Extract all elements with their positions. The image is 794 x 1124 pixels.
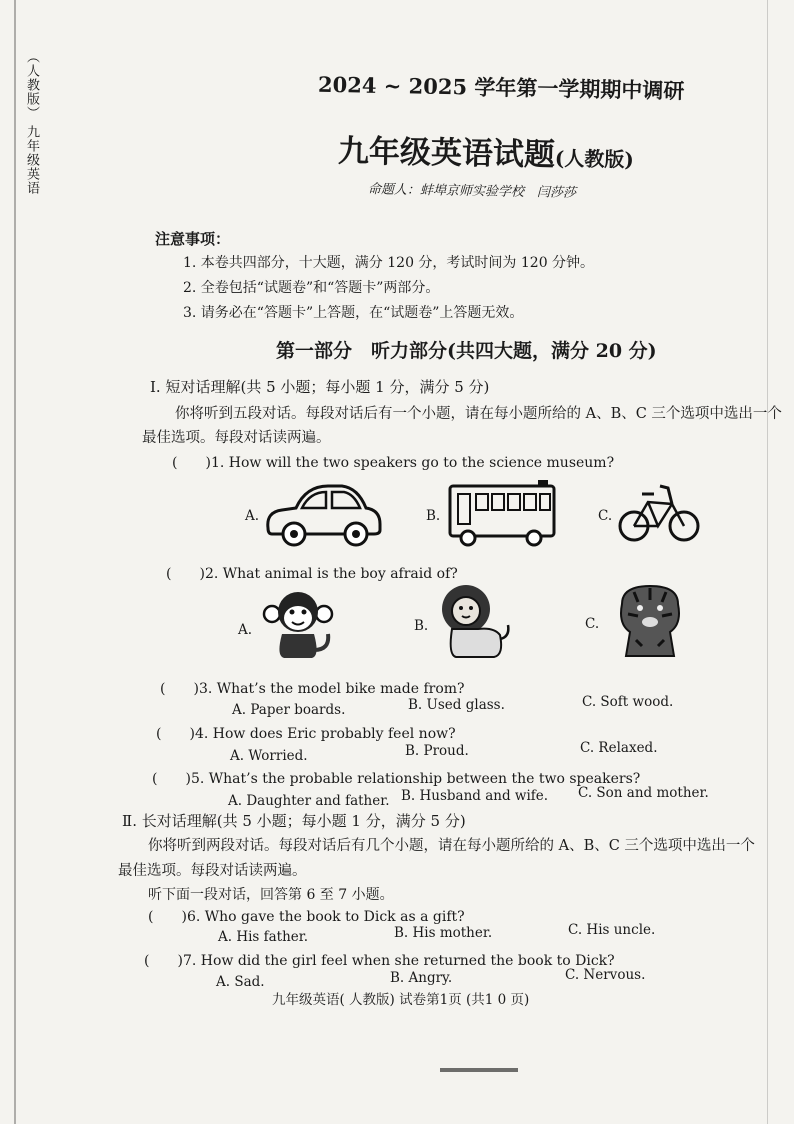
option-label: B.	[414, 618, 429, 634]
scan-edge-right	[767, 0, 768, 1124]
part1-heading: 第一部分 听力部分(共四大题，满分 20 分)	[276, 340, 657, 362]
q3-stem	[160, 678, 465, 698]
q5-stem	[152, 768, 640, 788]
section2-heading: Ⅱ. 长对话理解(共 5 小题；每小题 1 分，满分 5 分)	[122, 812, 466, 830]
question-text: 2. What animal is the boy afraid of?	[204, 566, 458, 582]
option-a[interactable]: A. His father.	[218, 929, 309, 945]
option-label: A.	[245, 508, 260, 524]
option-c[interactable]: C. Nervous.	[565, 967, 646, 983]
page-footer: 九年级英语( 人教版) 试卷第1页 (共1 0 页)	[272, 992, 530, 1008]
q6-stem	[148, 906, 465, 926]
author-line: 命题人：蚌埠京师实验学校 闫莎莎	[367, 182, 577, 201]
question-text: 1. How will the two speakers go to the science museum?	[210, 455, 615, 471]
answer-blank[interactable]: ( )	[152, 771, 191, 787]
question-text: 3. What’s the model bike made from?	[198, 681, 465, 697]
bicycle-icon	[618, 480, 700, 544]
answer-blank[interactable]: ( )	[160, 681, 199, 697]
option-b[interactable]: B. Used glass.	[408, 697, 505, 713]
answer-blank[interactable]: ( )	[148, 909, 187, 925]
q1-stem	[172, 452, 614, 472]
answer-blank[interactable]: ( )	[156, 726, 195, 742]
exam-title-text: 九年级英语试题	[337, 133, 556, 174]
question-text: 5. What’s the probable relationship between the two speakers?	[190, 771, 641, 787]
q7-stem	[144, 950, 615, 970]
tiger-icon	[612, 580, 688, 660]
section1-instruction: 你将听到五段对话。每段对话后有一个小题，请在每小题所给的 A、B、C 三个选项中选出一个	[175, 406, 782, 422]
answer-blank[interactable]: ( )	[144, 953, 183, 969]
car-icon	[262, 478, 386, 550]
option-b[interactable]: B. Angry.	[390, 970, 453, 986]
monkey-icon	[262, 590, 334, 662]
option-c[interactable]: C. Soft wood.	[582, 694, 674, 710]
q4-stem	[156, 723, 456, 743]
option-b[interactable]: B. His mother.	[394, 925, 493, 941]
question-text: 4. How does Eric probably feel now?	[194, 726, 456, 742]
section1-heading: Ⅰ. 短对话理解(共 5 小题；每小题 1 分，满分 5 分)	[150, 378, 490, 396]
notice-item: 1. 本卷共四部分，十大题，满分 120 分，考试时间为 120 分钟。	[183, 255, 595, 271]
option-a[interactable]: A. Daughter and father.	[228, 793, 390, 809]
option-label: B.	[426, 508, 441, 524]
answer-blank[interactable]: ( )	[172, 455, 211, 471]
term-title: 2024 ~ 2025 学年第一学期期中调研	[317, 71, 685, 104]
option-label: C.	[598, 508, 613, 524]
section2-instruction: 你将听到两段对话。每段对话后有几个小题，请在每小题所给的 A、B、C 三个选项中选出一个	[148, 838, 755, 854]
lion-icon	[438, 583, 512, 661]
option-b[interactable]: B. Husband and wife.	[401, 788, 549, 804]
option-c[interactable]: C. His uncle.	[568, 922, 656, 938]
option-a[interactable]: A. Paper boards.	[232, 702, 346, 718]
section2-sub-instruction: 听下面一段对话，回答第 6 至 7 小题。	[148, 887, 394, 903]
option-c[interactable]: C. Relaxed.	[580, 740, 658, 756]
option-a[interactable]: A. Worried.	[230, 748, 308, 764]
exam-title	[338, 125, 635, 175]
section1-instruction-cont: 最佳选项。每段对话读两遍。	[142, 430, 331, 446]
scan-mark	[440, 1068, 518, 1072]
question-text: 7. How did the girl feel when she returned the book to Dick?	[182, 953, 615, 969]
question-text: 6. Who gave the book to Dick as a gift?	[186, 909, 465, 925]
bus-icon	[446, 478, 558, 548]
option-b[interactable]: B. Proud.	[405, 743, 469, 759]
side-binding-text: （人教版） 九年级英语	[24, 50, 39, 196]
option-label: A.	[238, 622, 253, 638]
option-label: C.	[585, 616, 600, 632]
q2-stem	[166, 563, 458, 583]
section2-instruction-cont: 最佳选项。每段对话读两遍。	[118, 863, 307, 879]
answer-blank[interactable]: ( )	[166, 566, 205, 582]
notice-heading: 注意事项：	[155, 230, 231, 248]
notice-item: 2. 全卷包括“试题卷”和“答题卡”两部分。	[183, 280, 440, 296]
option-a[interactable]: A. Sad.	[216, 974, 265, 990]
option-c[interactable]: C. Son and mother.	[578, 785, 709, 801]
scan-edge-left	[14, 0, 16, 1124]
exam-edition: (人教版)	[554, 146, 635, 172]
notice-item: 3. 请务必在“答题卡”上答题，在“试题卷”上答题无效。	[183, 305, 524, 321]
